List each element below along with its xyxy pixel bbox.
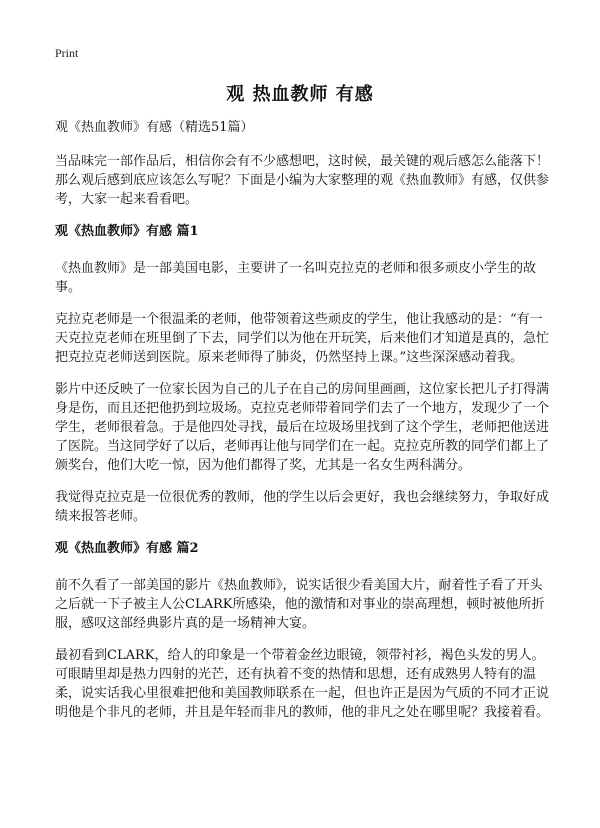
paragraph: 前不久看了一部美国的影片《热血教师》，说实话很少看美国大片，耐着性子看了开头之后就一下子被主人公CLARK所感染，他的激情和对事业的崇高理想，顿时被他所折服，感叹这部经典影片真的是一场精神大宴。 xyxy=(55,578,545,631)
paragraph: 《热血教师》是一部美国电影，主要讲了一名叫克拉克的老师和很多顽皮小学生的故事。 xyxy=(55,261,537,295)
paragraph: 影片中还反映了一位家长因为自己的儿子在自己的房间里画画，这位家长把儿子打得满身是伤，而且还把他扔到垃圾场。克拉克老师带着同学们去了一个地方，发现少了一个学生，老师很着急。于是他四处寻找，最后在垃圾场里找到了这个学生，老师把他送进了医院。当这同学好了以后，老师再让他与同学们在一起。克拉克所教的同学们都上了颁奖台，他们大吃一惊，因为他们都得了奖，尤其是一名女生两科满分。 xyxy=(55,382,550,473)
page-title: 观 热血教师 有感 xyxy=(226,84,374,105)
article-subtitle: 观《热血教师》有感（精选51篇） xyxy=(55,120,254,135)
print-link[interactable]: Print xyxy=(55,46,79,60)
intro-paragraph: 当品味完一部作品后，相信你会有不少感想吧，这时候，最关键的观后感怎么能落下！那么观后感到底应该怎么写呢？下面是小编为大家整理的观《热血教师》有感，仅供参考，大家一起来看看吧。 xyxy=(55,154,550,207)
section-heading-2: 观《热血教师》有感 篇2 xyxy=(55,541,199,556)
paragraph: 我觉得克拉克是一位很优秀的教师，他的学生以后会更好，我也会继续努力，争取好成绩来报答老师。 xyxy=(55,490,550,524)
article-body xyxy=(55,118,550,735)
paragraph: 最初看到CLARK，给人的印象是一个带着金丝边眼镜，领带衬衫，褐色头发的男人。可眼睛里却是热力四射的光芒，还有执着不变的热情和思想，还有成熟男人特有的温柔，说实话我心里很难把他和美国教师联系在一起，但也许正是因为气质的不同才正说明他是个非凡的老师，并且是年轻而非凡的教师，他的非凡之处在哪里呢？我接着看。 xyxy=(55,648,550,720)
paragraph: 克拉克老师是一个很温柔的老师，他带领着这些顽皮的学生，他让我感动的是：“有一天克拉克老师在班里倒了下去，同学们以为他在开玩笑，后来他们才知道是真的，急忙把克拉克老师送到医院。原来老师得了肺炎，仍然坚持上课。”这些深深感动着我。 xyxy=(55,312,550,365)
section-heading-1: 观《热血教师》有感 篇1 xyxy=(55,224,199,239)
